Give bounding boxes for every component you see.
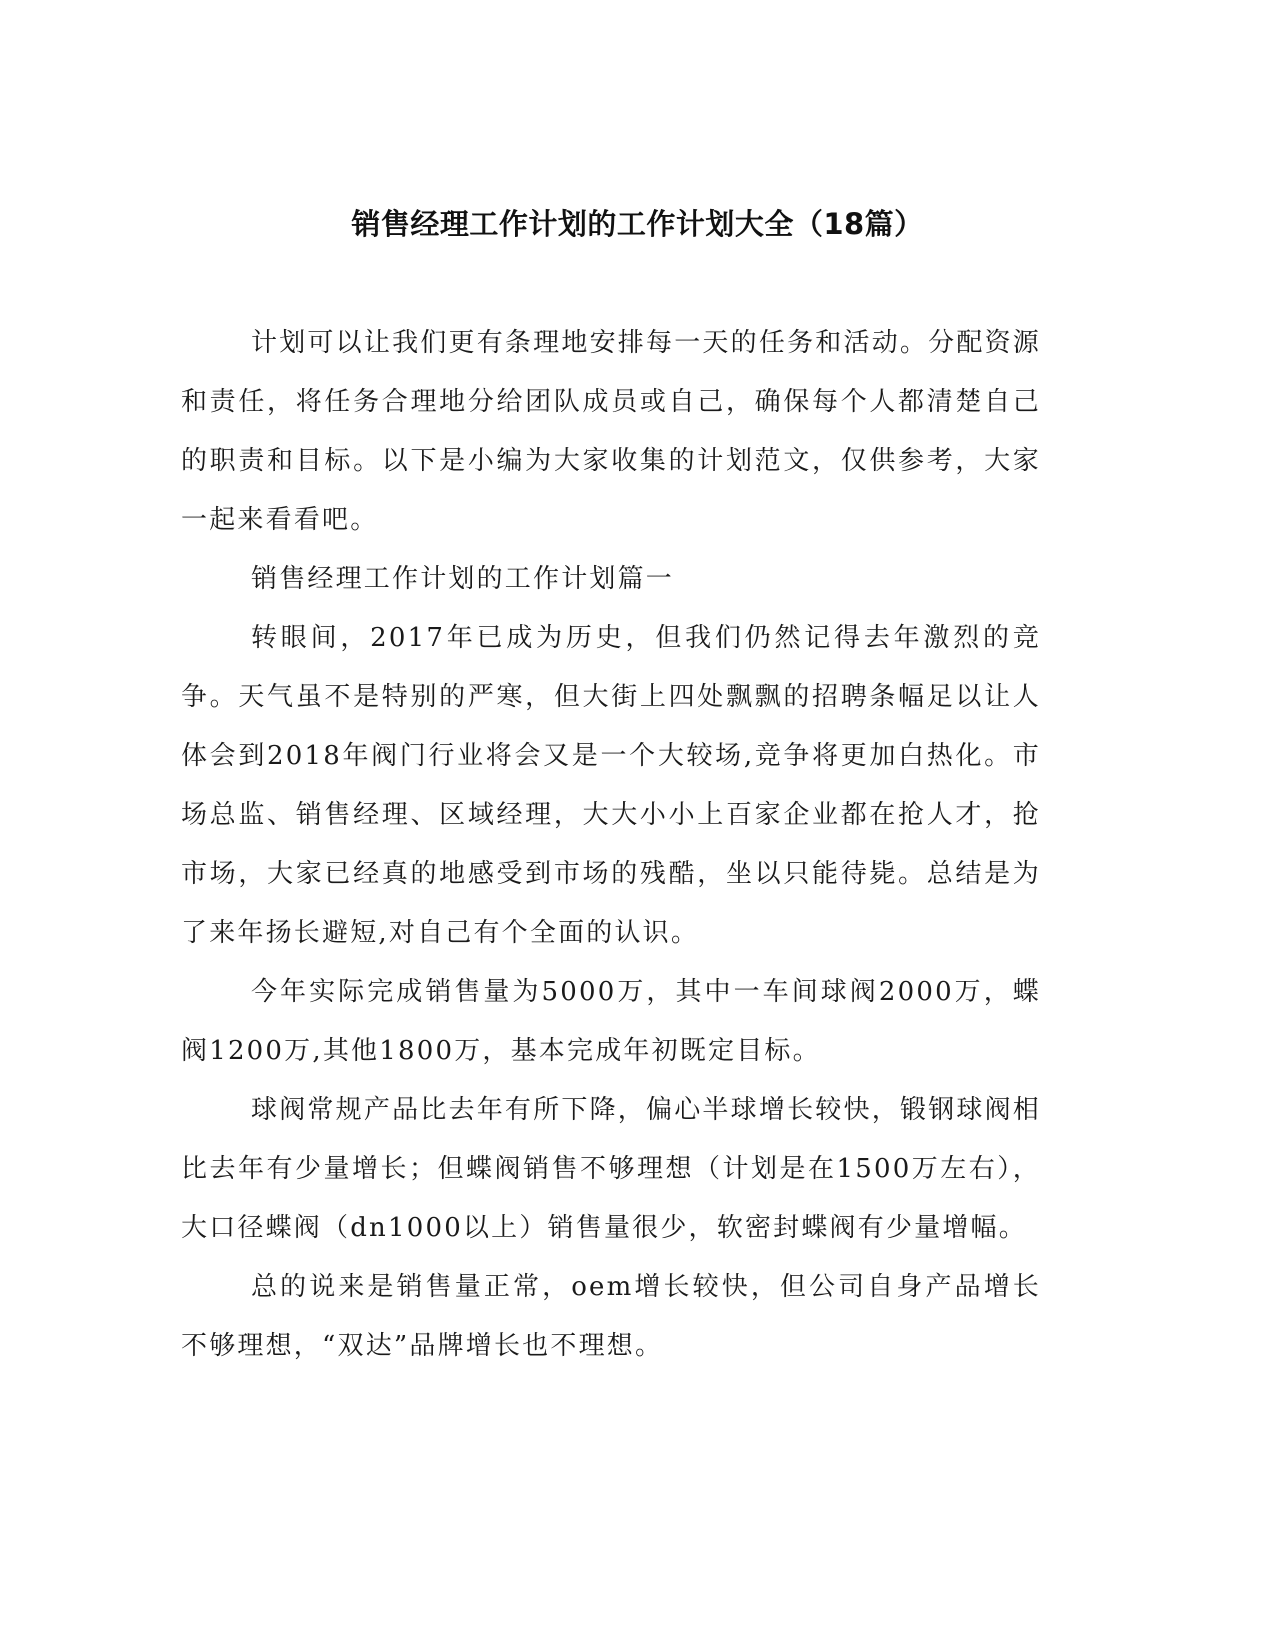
body-paragraph: 总的说来是销售量正常，oem增长较快，但公司自身产品增长不够理想，“双达”品牌增长也不理想。 (181, 1272, 1041, 1361)
intro-paragraph: 计划可以让我们更有条理地安排每一天的任务和活动。分配资源和责任，将任务合理地分给团队成员或自己，确保每个人都清楚自己的职责和目标。以下是小编为大家收集的计划范文，仅供参考，大家一起来看看吧。 (181, 328, 1041, 535)
body-paragraph: 转眼间，2017年已成为历史，但我们仍然记得去年激烈的竞争。天气虽不是特别的严寒，但大街上四处飘飘的招聘条幅足以让人体会到2018年阀门行业将会又是一个大较场,竞争将更加白热化。市场总监、销售经理、区域经理，大大小小上百家企业都在抢人才，抢市场，大家已经真的地感受到市场的残酷，坐以只能待毙。总结是为了来年扬长避短,对自己有个全面的认识。 (181, 623, 1041, 948)
body-paragraph: 球阀常规产品比去年有所下降，偏心半球增长较快，锻钢球阀相比去年有少量增长；但蝶阀销售不够理想（计划是在1500万左右），大口径蝶阀（dn1000以上）销售量很少，软密封蝶阀有少量增幅。 (181, 1095, 1041, 1243)
document-title: 销售经理工作计划的工作计划大全（18篇） (351, 207, 924, 241)
document-body (181, 314, 1041, 1376)
body-paragraph: 今年实际完成销售量为5000万，其中一车间球阀2000万，蝶阀1200万,其他1800万，基本完成年初既定目标。 (181, 977, 1041, 1066)
section-heading: 销售经理工作计划的工作计划篇一 (251, 564, 675, 594)
